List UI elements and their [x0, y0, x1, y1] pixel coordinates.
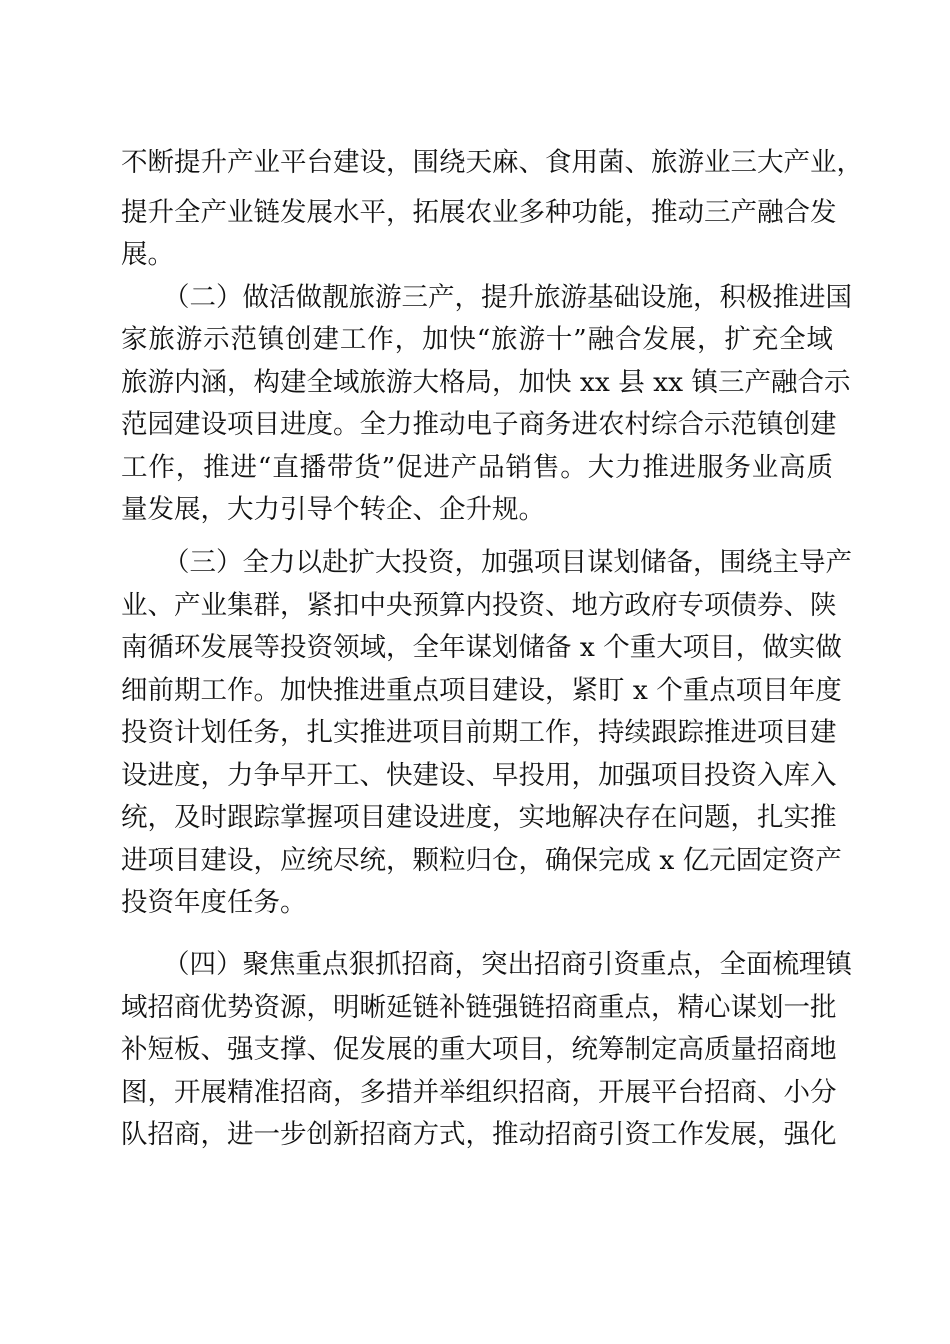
text-line: 提升全产业链发展水平，拓展农业多种功能，推动三产融合发	[121, 197, 837, 228]
text-line: 范园建设项目进度。全力推动电子商务进农村综合示范镇创建	[121, 409, 837, 440]
text-line: 量发展，大力引导个转企、企升规。	[121, 494, 545, 525]
text-line: 投资年度任务。	[121, 887, 307, 918]
text-line: 域招商优势资源，明晰延链补链强链招商重点，精心谋划一批	[121, 992, 837, 1023]
text-line: 展。	[121, 239, 174, 270]
text-line: （二）做活做靓旅游三产，提升旅游基础设施，积极推进国	[163, 282, 852, 313]
text-line: 旅游内涵，构建全域旅游大格局，加快 xx 县 xx 镇三产融合示	[121, 367, 851, 398]
text-line: （四）聚焦重点狠抓招商，突出招商引资重点，全面梳理镇	[163, 949, 852, 980]
text-line: 图，开展精准招商，多措并举组织招商，开展平台招商、小分	[121, 1077, 837, 1108]
text-line: 进项目建设，应统尽统，颗粒归仓，确保完成 x 亿元固定资产	[121, 845, 842, 876]
text-line: 队招商，进一步创新招商方式，推动招商引资工作发展，强化	[121, 1119, 837, 1150]
text-line: 家旅游示范镇创建工作，加快“旅游十”融合发展，扩充全域	[121, 324, 833, 355]
text-line: 设进度，力争早开工、快建设、早投用，加强项目投资入库入	[121, 760, 837, 791]
text-line: 统，及时跟踪掌握项目建设进度，实地解决存在问题，扎实推	[121, 802, 837, 833]
text-line: 不断提升产业平台建设，围绕天麻、食用菌、旅游业三大产业，	[121, 147, 863, 178]
text-line: 补短板、强支撑、促发展的重大项目，统筹制定高质量招商地	[121, 1034, 837, 1065]
text-line: （三）全力以赴扩大投资，加强项目谋划储备，围绕主导产	[163, 547, 852, 578]
text-line: 细前期工作。加快推进重点项目建设，紧盯 x 个重点项目年度	[121, 675, 842, 706]
text-line: 投资计划任务，扎实推进项目前期工作，持续跟踪推进项目建	[121, 717, 837, 748]
text-line: 南循环发展等投资领域，全年谋划储备 x 个重大项目，做实做	[121, 632, 842, 663]
text-line: 工作，推进“直播带货”促进产品销售。大力推进服务业高质	[121, 452, 833, 483]
text-line: 业、产业集群，紧扣中央预算内投资、地方政府专项债券、陕	[121, 590, 837, 621]
